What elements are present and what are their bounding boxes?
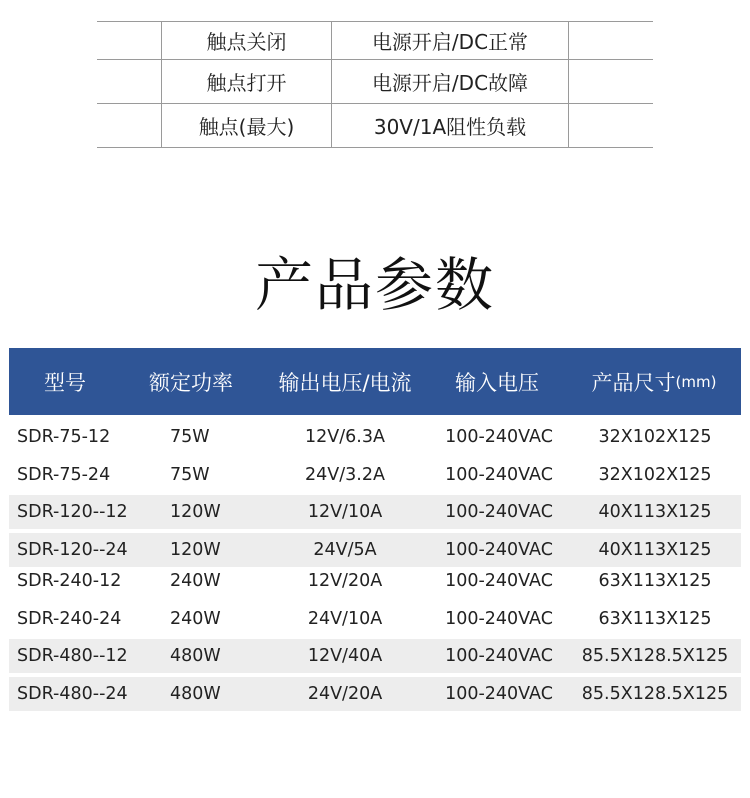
header-input: 输入电压 xyxy=(455,370,539,395)
contact-meaning: 30V/1A阻性负载 xyxy=(331,104,568,147)
cell-model: SDR-240-12 xyxy=(17,571,122,591)
contact-empty-cell xyxy=(568,60,654,103)
cell-size: 40X113X125 xyxy=(598,540,712,560)
contact-empty-cell xyxy=(568,22,654,59)
cell-power: 480W xyxy=(170,684,221,704)
table-row xyxy=(9,639,741,673)
cell-input: 100-240VAC xyxy=(445,684,553,704)
cell-power: 120W xyxy=(170,502,221,522)
header-output: 输出电压/电流 xyxy=(278,370,412,395)
contact-row xyxy=(97,22,653,60)
table-row xyxy=(9,563,741,599)
cell-size: 63X113X125 xyxy=(598,609,712,629)
header-size-unit: (mm) xyxy=(675,372,717,391)
contact-state: 触点关闭 xyxy=(161,22,331,59)
contact-state: 触点打开 xyxy=(161,60,331,103)
contact-state: 触点(最大) xyxy=(161,104,331,147)
cell-size: 40X113X125 xyxy=(598,502,712,522)
contact-empty-cell xyxy=(568,104,654,147)
cell-output: 24V/3.2A xyxy=(305,465,385,485)
cell-power: 75W xyxy=(170,427,210,447)
cell-input: 100-240VAC xyxy=(445,465,553,485)
cell-size: 85.5X128.5X125 xyxy=(581,646,729,666)
cell-model: SDR-75-12 xyxy=(17,427,111,447)
cell-power: 75W xyxy=(170,465,210,485)
table-row xyxy=(9,533,741,567)
cell-input: 100-240VAC xyxy=(445,609,553,629)
cell-output: 12V/20A xyxy=(307,571,383,591)
contact-row xyxy=(97,60,653,104)
cell-output: 24V/20A xyxy=(307,684,383,704)
cell-model: SDR-240-24 xyxy=(17,609,122,629)
table-row xyxy=(9,495,741,529)
cell-input: 100-240VAC xyxy=(445,502,553,522)
header-size-label: 产品尺寸 xyxy=(591,370,676,395)
cell-output: 24V/5A xyxy=(313,540,377,560)
cell-output: 24V/10A xyxy=(307,609,383,629)
cell-model: SDR-480--24 xyxy=(17,684,128,704)
header-power: 额定功率 xyxy=(149,370,233,395)
spec-table-header xyxy=(9,348,741,415)
cell-model: SDR-75-24 xyxy=(17,465,111,485)
cell-model: SDR-480--12 xyxy=(17,646,128,666)
table-row xyxy=(9,457,741,493)
cell-power: 240W xyxy=(170,609,221,629)
cell-input: 100-240VAC xyxy=(445,646,553,666)
contact-empty-cell xyxy=(97,22,160,59)
cell-model: SDR-120--12 xyxy=(17,502,128,522)
cell-model: SDR-120--24 xyxy=(17,540,128,560)
cell-size: 63X113X125 xyxy=(598,571,712,591)
cell-input: 100-240VAC xyxy=(445,427,553,447)
cell-input: 100-240VAC xyxy=(445,571,553,591)
cell-size: 32X102X125 xyxy=(598,465,712,485)
cell-size: 85.5X128.5X125 xyxy=(581,684,729,704)
contact-status-table xyxy=(97,21,653,148)
contact-meaning: 电源开启/DC故障 xyxy=(331,60,568,103)
contact-row xyxy=(97,104,653,148)
cell-power: 120W xyxy=(170,540,221,560)
table-row xyxy=(9,419,741,455)
section-title: 产品参数 xyxy=(254,251,495,319)
contact-meaning: 电源开启/DC正常 xyxy=(331,22,568,59)
contact-empty-cell xyxy=(97,60,160,103)
table-row xyxy=(9,601,741,637)
cell-power: 240W xyxy=(170,571,221,591)
cell-output: 12V/10A xyxy=(307,502,383,522)
cell-output: 12V/40A xyxy=(307,646,383,666)
header-size xyxy=(569,348,739,415)
cell-size: 32X102X125 xyxy=(598,427,712,447)
cell-input: 100-240VAC xyxy=(445,540,553,560)
contact-empty-cell xyxy=(97,104,160,147)
cell-power: 480W xyxy=(170,646,221,666)
header-model: 型号 xyxy=(44,370,86,395)
table-row xyxy=(9,677,741,711)
cell-output: 12V/6.3A xyxy=(305,427,385,447)
